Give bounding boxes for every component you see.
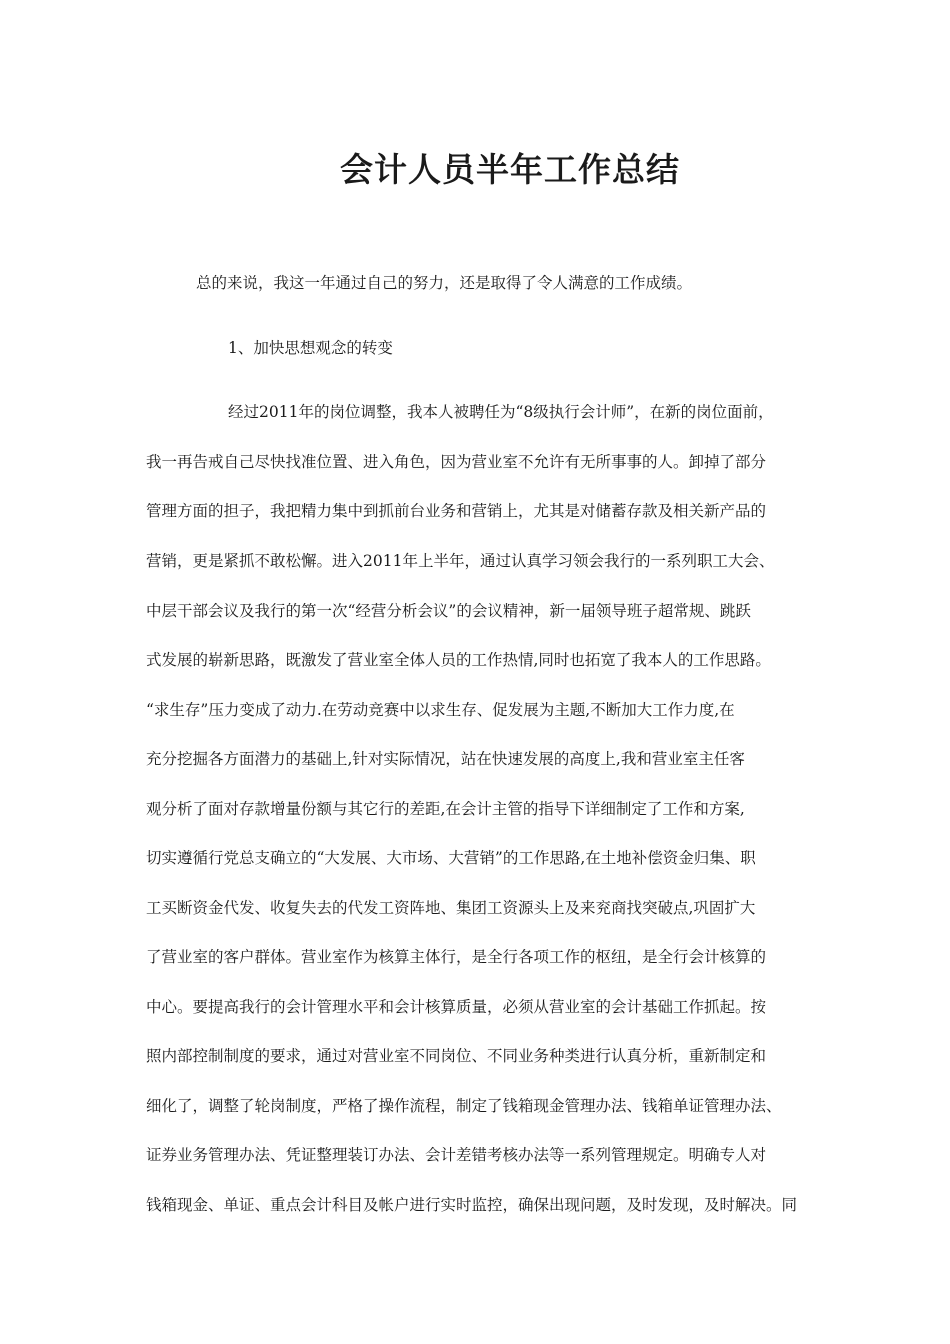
- section-heading: 1、加快思想观念的转变: [228, 339, 393, 357]
- body-line: 钱箱现金、单证、重点会计科目及帐户进行实时监控，确保出现问题，及时发现，及时解决。同: [146, 1196, 798, 1214]
- body-line: 我一再告戒自己尽快找准位置、进入角色，因为营业室不允许有无所事事的人。卸掉了部分: [146, 453, 767, 471]
- body-line: 营销，更是紧抓不敢松懈。进入2011年上半年，通过认真学习领会我行的一系列职工大会、: [146, 552, 775, 570]
- body-line: 工买断资金代发、收复失去的代发工资阵地、集团工资源头上及来兖商找突破点,巩固扩大: [146, 899, 756, 917]
- body-line: 中层干部会议及我行的第一次“经营分析会议”的会议精神，新一届领导班子超常规、跳跃: [146, 602, 751, 620]
- body-line: 了营业室的客户群体。营业室作为核算主体行，是全行各项工作的枢纽，是全行会计核算的: [146, 948, 767, 966]
- body-line: 中心。要提高我行的会计管理水平和会计核算质量，必须从营业室的会计基础工作抓起。按: [146, 998, 767, 1016]
- body-line: 式发展的崭新思路，既激发了营业室全体人员的工作热情,同时也拓宽了我本人的工作思路。: [146, 651, 771, 669]
- body-line: 细化了，调整了轮岗制度，严格了操作流程，制定了钱箱现金管理办法、钱箱单证管理办法、: [146, 1097, 782, 1115]
- body-line: 证券业务管理办法、凭证整理装订办法、会计差错考核办法等一系列管理规定。明确专人对: [146, 1146, 767, 1164]
- summary-line: 总的来说，我这一年通过自己的努力，还是取得了令人满意的工作成绩。: [196, 274, 693, 292]
- body-line: 管理方面的担子，我把精力集中到抓前台业务和营销上，尤其是对储蓄存款及相关新产品的: [146, 502, 767, 520]
- body-line: “求生存”压力变成了动力.在劳动竞赛中以求生存、促发展为主题,不断加大工作力度,在: [146, 701, 735, 719]
- body-line: 经过2011年的岗位调整，我本人被聘任为“8级执行会计师”，在新的岗位面前，: [228, 403, 774, 421]
- document-title: 会计人员半年工作总结: [340, 150, 680, 189]
- body-line: 充分挖掘各方面潜力的基础上,针对实际情况，站在快速发展的高度上,我和营业室主任客: [146, 750, 745, 768]
- body-line: 切实遵循行党总支确立的“大发展、大市场、大营销”的工作思路,在土地补偿资金归集、职: [146, 849, 756, 867]
- body-line: 照内部控制制度的要求，通过对营业室不同岗位、不同业务种类进行认真分析，重新制定和: [146, 1047, 767, 1065]
- body-line: 观分析了面对存款增量份额与其它行的差距,在会计主管的指导下详细制定了工作和方案,: [146, 800, 745, 818]
